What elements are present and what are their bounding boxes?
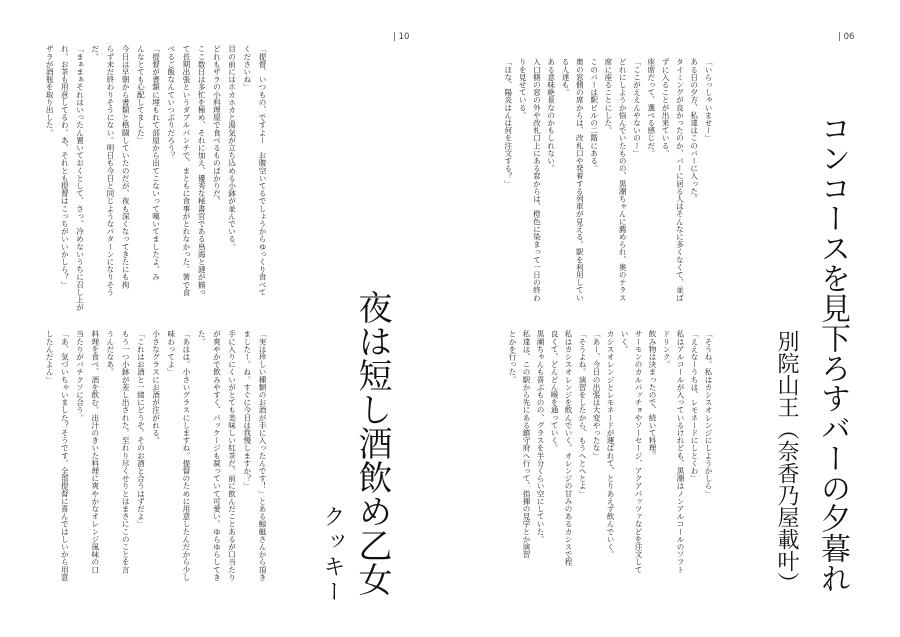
text-column: 「提督、いつもの、ですよー お腹空いてるでしょうからゆっくり食べて bbox=[258, 45, 267, 296]
text-column: れ。お茶も用意してるわ。あ、それとも提督はこっちがいいかしら？」 bbox=[60, 45, 70, 289]
text-block-upper bbox=[501, 58, 715, 301]
text-column: 奥の窓側の席からは、改札口や発着する列車が見える。駅を利用してい bbox=[575, 58, 585, 302]
text-column: 飲み物は決まったので、続いて料理。 bbox=[648, 330, 657, 460]
text-column: タイミングが良かったのか、バーに居る人はそんなに多くなくて、並ば bbox=[675, 58, 685, 302]
text-column: どれにしようか悩んでいたものの、黒潮ちゃんに薦められ、奥のテラス bbox=[618, 58, 628, 302]
text-column: んなとても心配してました」 bbox=[136, 45, 146, 144]
text-block-lower bbox=[505, 330, 715, 573]
text-column: ここ数日は多忙を極め、それに加え、優秀な秘書官である鳥海と漣が揃っ bbox=[197, 45, 207, 296]
text-column: 入口側の窓の外や改札口上にある窓からは、橙色に染まって一日の終わ bbox=[532, 58, 542, 302]
text-column: 私はカシスオレンジを飲んでいく。オレンジの甘みのあるカシスで程 bbox=[564, 330, 573, 566]
text-column: りを見せている。 bbox=[518, 58, 528, 119]
text-column: 「あはは。小さいグラスにしますね。提督のために用意したんだから少し bbox=[181, 330, 191, 581]
story-author: クッキー bbox=[320, 505, 345, 605]
page-number: | 10 bbox=[393, 32, 410, 42]
text-column: どれもザラの小料理屋で食べるものばかりだ。 bbox=[212, 45, 222, 205]
text-column: べるご飯なんていつぶりだろう？ bbox=[166, 45, 176, 159]
page-number: | 06 bbox=[838, 32, 855, 42]
text-column: ある意味絶景なのかもしれない。 bbox=[546, 58, 556, 172]
text-column: 席に座ることにした。 bbox=[603, 58, 613, 134]
text-column: らず未だ終わりそうにない。明日も今日と同じようなパターンになりそう bbox=[105, 45, 115, 296]
text-column: 「そうね。私はカシスオレンジにしようかしら」 bbox=[704, 330, 713, 498]
text-column: て長期出張というダブルパンチで、まともに食事がとれなかった。箸で食 bbox=[181, 45, 191, 296]
text-column: ザラが酒瓶を取り出した。 bbox=[45, 45, 55, 137]
text-column: る人達も。 bbox=[561, 58, 571, 96]
text-column: 「ええなーうちは、レモネードにしとくわ」 bbox=[690, 330, 699, 482]
text-column: 味わってよ」 bbox=[166, 330, 176, 376]
text-column: サーモンのカルパッチョやソーセージ、アクアパッツァなどを注文して bbox=[634, 330, 643, 574]
text-column: ましたー。ね。すぐに今日は我慢しますか？」 bbox=[242, 330, 252, 490]
text-column: 「ここがええんやないのー」 bbox=[632, 58, 642, 157]
text-column: 小さなグラスにお酒が注がれる。 bbox=[151, 330, 161, 444]
text-column: 「あ、気づいちゃいました？そうです。全部提督に喜んではしいから用意 bbox=[60, 330, 70, 581]
text-column: 今日は早朝から書類と格闘していたのだが、夜も深くなってきたにも拘 bbox=[121, 45, 131, 289]
text-column: 私はアルコールが入っているけれども、黒潮はノンアルコールのソフト bbox=[676, 330, 685, 574]
text-column: したんだよん」 bbox=[45, 330, 55, 384]
text-column: もう一つ小鉢が差し出された。至れり尽くせりとはまさにこのことを言 bbox=[121, 330, 131, 574]
text-column: 私達は、この駅から先にある鎮守府へ行って、指揮の見学とか演習 bbox=[522, 330, 531, 558]
text-column: 「これはお酒と一緒にどうぞ。そのお酒と合うはずだよ」 bbox=[136, 330, 146, 528]
story-title: コンコースを見下ろすバーの夕暮れ bbox=[815, 113, 850, 593]
text-column: くださいね」 bbox=[242, 45, 252, 91]
text-column: 「ほな、陽炎はんは何を注文する？」 bbox=[503, 58, 513, 188]
text-column: 「提督が書類に埋もれて部屋から出てこないって嘆いてましたよ。み bbox=[151, 45, 161, 281]
text-column: いく。 bbox=[620, 330, 629, 353]
text-column: 「まぁまぁそれはいったん置いておくとして、さっ、冷めないうちに召し上が bbox=[75, 45, 85, 311]
text-column: ドリンク。 bbox=[662, 330, 671, 368]
text-column: 座席だって、選べる感じだ。 bbox=[646, 58, 656, 157]
text-column: うんだなあ。 bbox=[105, 330, 115, 376]
text-column: ずに入ることが出来ている。 bbox=[661, 58, 671, 157]
text-column: 「あー、今日の出張は大変やったな」 bbox=[592, 330, 601, 460]
text-column: 手に入りにくいがとても美味しい紅茶だ。前に飲んだことあるが口当たり bbox=[227, 330, 237, 581]
text-column: 「そうよね。演習をしたから、もうへとへとよ」 bbox=[578, 330, 587, 498]
text-column: た。 bbox=[197, 330, 207, 346]
text-column: このバーは駅ビルの二階にある。 bbox=[589, 58, 599, 172]
text-column: が爽やかで飲みやすく、パッケージも凝っていて可愛い。ゆらゆらしてき bbox=[212, 330, 222, 581]
text-column: 当たりがバチクソに合う。 bbox=[75, 330, 85, 422]
text-column: 「実は珍しい種類のお酒が手に入ったんです！」とある鯨艇さんから頂き bbox=[258, 330, 267, 581]
right-page bbox=[450, 0, 900, 637]
text-column: 良くて、どんどん喉を通っていく。 bbox=[550, 330, 559, 452]
text-block-lower bbox=[42, 330, 270, 581]
text-column: とかを行った。 bbox=[508, 330, 517, 384]
story-author: 別院山王（奈香乃屋載叶） bbox=[774, 330, 799, 594]
text-column: カシスオレンジとレモネードが運ばれて、とりあえず飲んでいく。 bbox=[606, 330, 615, 558]
story-title: 夜は短し酒飲め乙女 bbox=[352, 290, 392, 596]
text-block-upper bbox=[42, 45, 270, 311]
text-column: だ。 bbox=[90, 45, 100, 61]
text-column: 料理を食べ、酒を飲む。出汁のきいた料理に爽やかなオレンジ風味の口 bbox=[90, 330, 100, 574]
text-column: 「いらっしゃいませー」 bbox=[704, 58, 713, 142]
text-column: 目の前にはホカホカと湯気が立ち込める小鉢が並んでいる。 bbox=[227, 45, 237, 251]
text-column: 黒潮ちゃんも喜ぶものの、グラスを半分くらい空にしていた。 bbox=[536, 330, 545, 543]
text-column: ある日の夕方、私達はこのバーに入った。 bbox=[689, 58, 699, 203]
